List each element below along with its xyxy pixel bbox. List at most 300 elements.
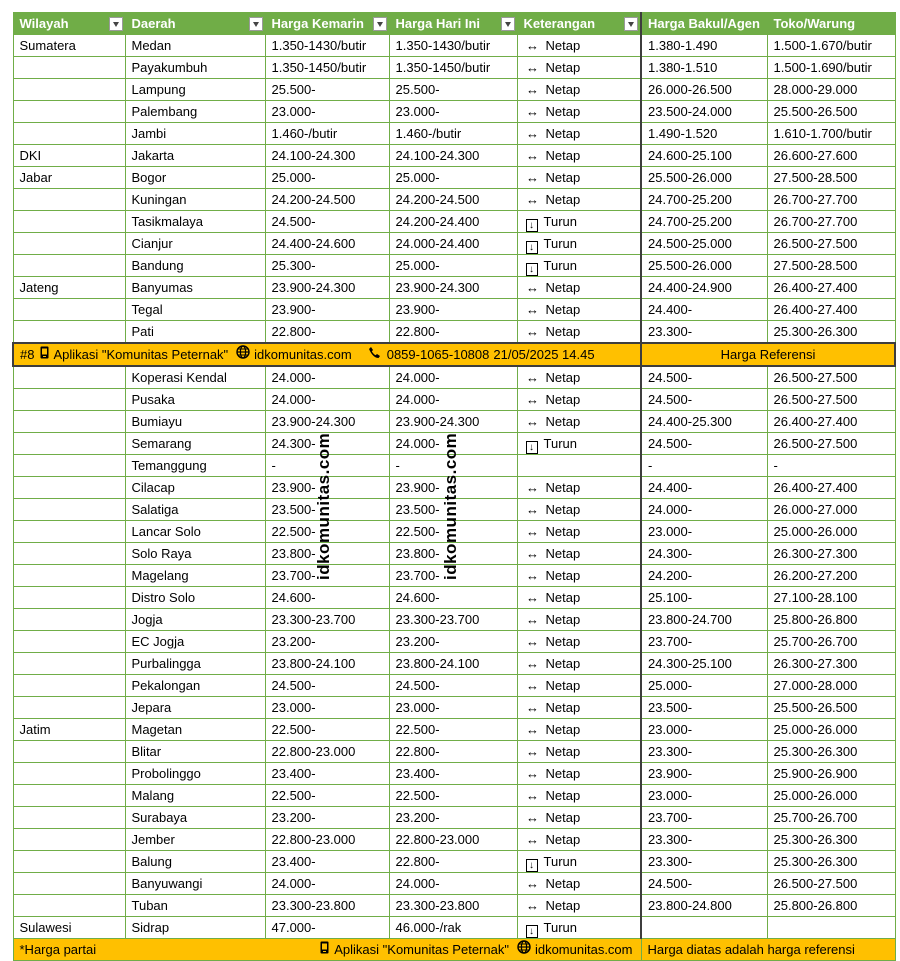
daerah-cell[interactable]: Banyuwangi: [125, 873, 265, 895]
harga-kemarin-cell[interactable]: 47.000-: [265, 917, 389, 939]
col-header-toko-warung: Toko/Warung: [767, 13, 895, 35]
filter-dropdown-icon[interactable]: [249, 17, 263, 31]
harga-hari-ini-cell[interactable]: 1.460-/butir: [389, 123, 517, 145]
harga-toko-cell[interactable]: 25.500-26.500: [767, 101, 895, 123]
harga-kemarin-cell[interactable]: 22.800-23.000: [265, 829, 389, 851]
harga-kemarin-cell[interactable]: 23.900-: [265, 299, 389, 321]
wilayah-cell[interactable]: [13, 57, 125, 79]
harga-agen-cell[interactable]: 24.300-: [641, 543, 767, 565]
harga-toko-cell[interactable]: 27.500-28.500: [767, 167, 895, 189]
harga-agen-cell[interactable]: 24.500-25.000: [641, 233, 767, 255]
keterangan-cell[interactable]: [517, 631, 641, 653]
harga-agen-cell[interactable]: 23.800-24.800: [641, 895, 767, 917]
harga-agen-cell[interactable]: 1.490-1.520: [641, 123, 767, 145]
harga-kemarin-cell[interactable]: 23.300-23.800: [265, 895, 389, 917]
harga-agen-cell[interactable]: 23.300-: [641, 829, 767, 851]
harga-agen-cell[interactable]: 24.500-: [641, 366, 767, 389]
wilayah-cell[interactable]: [13, 763, 125, 785]
harga-hari-ini-cell[interactable]: 22.800-: [389, 741, 517, 763]
harga-kemarin-cell[interactable]: 23.800-: [265, 543, 389, 565]
harga-agen-cell[interactable]: 23.700-: [641, 631, 767, 653]
wilayah-cell[interactable]: [13, 521, 125, 543]
harga-toko-cell[interactable]: 1.500-1.670/butir: [767, 35, 895, 57]
keterangan-cell[interactable]: [517, 653, 641, 675]
harga-hari-ini-cell[interactable]: 23.200-: [389, 807, 517, 829]
keterangan-cell[interactable]: [517, 233, 641, 255]
wilayah-cell[interactable]: [13, 389, 125, 411]
harga-kemarin-cell[interactable]: 23.400-: [265, 763, 389, 785]
harga-kemarin-cell[interactable]: 23.200-: [265, 631, 389, 653]
wilayah-cell[interactable]: Sumatera: [13, 35, 125, 57]
daerah-cell[interactable]: Salatiga: [125, 499, 265, 521]
harga-kemarin-cell[interactable]: 23.400-: [265, 851, 389, 873]
keterangan-label: Netap: [545, 567, 581, 583]
keterangan-label: Netap: [545, 589, 581, 605]
keterangan-cell[interactable]: [517, 829, 641, 851]
harga-toko-cell[interactable]: 26.700-27.700: [767, 189, 895, 211]
harga-agen-cell[interactable]: 25.000-: [641, 675, 767, 697]
harga-kemarin-cell[interactable]: 23.700-: [265, 565, 389, 587]
daerah-cell[interactable]: EC Jogja: [125, 631, 265, 653]
harga-hari-ini-cell[interactable]: 23.700-: [389, 565, 517, 587]
wilayah-cell[interactable]: Jateng: [13, 277, 125, 299]
filter-dropdown-icon[interactable]: [624, 17, 638, 31]
daerah-cell[interactable]: Bandung: [125, 255, 265, 277]
keterangan-cell[interactable]: [517, 477, 641, 499]
daerah-cell[interactable]: Purbalingga: [125, 653, 265, 675]
harga-kemarin-cell[interactable]: 25.300-: [265, 255, 389, 277]
daerah-cell[interactable]: Palembang: [125, 101, 265, 123]
keterangan-cell[interactable]: [517, 366, 641, 389]
wilayah-cell[interactable]: [13, 697, 125, 719]
harga-hari-ini-cell[interactable]: 23.000-: [389, 101, 517, 123]
keterangan-cell[interactable]: [517, 741, 641, 763]
keterangan-cell[interactable]: [517, 565, 641, 587]
harga-kemarin-cell[interactable]: 24.000-: [265, 389, 389, 411]
harga-toko-cell[interactable]: 25.900-26.900: [767, 763, 895, 785]
harga-agen-cell[interactable]: 24.400-: [641, 477, 767, 499]
banner-number: #8: [20, 346, 35, 362]
harga-hari-ini-cell[interactable]: 23.300-23.700: [389, 609, 517, 631]
harga-kemarin-cell[interactable]: 1.350-1430/butir: [265, 35, 389, 57]
harga-toko-cell[interactable]: 25.300-26.300: [767, 851, 895, 873]
harga-toko-cell[interactable]: 25.300-26.300: [767, 829, 895, 851]
harga-kemarin-cell[interactable]: 22.500-: [265, 719, 389, 741]
harga-hari-ini-cell[interactable]: 23.800-: [389, 543, 517, 565]
harga-kemarin-cell[interactable]: -: [265, 455, 389, 477]
harga-hari-ini-cell[interactable]: 23.000-: [389, 697, 517, 719]
harga-toko-cell[interactable]: 28.000-29.000: [767, 79, 895, 101]
harga-agen-cell[interactable]: 23.500-24.000: [641, 101, 767, 123]
harga-toko-cell[interactable]: 27.000-28.000: [767, 675, 895, 697]
wilayah-cell[interactable]: [13, 895, 125, 917]
wilayah-cell[interactable]: [13, 211, 125, 233]
filter-dropdown-icon[interactable]: [501, 17, 515, 31]
harga-kemarin-cell[interactable]: 23.500-: [265, 499, 389, 521]
harga-agen-cell[interactable]: 23.800-24.700: [641, 609, 767, 631]
daerah-cell[interactable]: Distro Solo: [125, 587, 265, 609]
harga-toko-cell[interactable]: 26.300-27.300: [767, 653, 895, 675]
wilayah-cell[interactable]: [13, 851, 125, 873]
harga-kemarin-cell[interactable]: 23.300-23.700: [265, 609, 389, 631]
harga-agen-cell[interactable]: 24.700-25.200: [641, 189, 767, 211]
keterangan-cell[interactable]: [517, 57, 641, 79]
harga-agen-cell[interactable]: 23.500-: [641, 697, 767, 719]
harga-agen-cell[interactable]: 23.000-: [641, 785, 767, 807]
harga-hari-ini-cell[interactable]: 25.500-: [389, 79, 517, 101]
harga-agen-cell[interactable]: 25.500-26.000: [641, 167, 767, 189]
harga-hari-ini-cell[interactable]: 23.900-: [389, 299, 517, 321]
filter-dropdown-icon[interactable]: [373, 17, 387, 31]
harga-toko-cell[interactable]: 25.000-26.000: [767, 785, 895, 807]
wilayah-cell[interactable]: Sulawesi: [13, 917, 125, 939]
daerah-cell[interactable]: Tuban: [125, 895, 265, 917]
harga-hari-ini-cell[interactable]: 23.500-: [389, 499, 517, 521]
daerah-cell[interactable]: Magelang: [125, 565, 265, 587]
wilayah-cell[interactable]: [13, 321, 125, 344]
harga-hari-ini-cell[interactable]: 23.300-23.800: [389, 895, 517, 917]
harga-toko-cell[interactable]: -: [767, 455, 895, 477]
harga-kemarin-cell[interactable]: 23.000-: [265, 697, 389, 719]
harga-kemarin-cell[interactable]: 24.000-: [265, 873, 389, 895]
wilayah-cell[interactable]: [13, 653, 125, 675]
col-header-wilayah[interactable]: Wilayah: [13, 13, 125, 35]
keterangan-cell[interactable]: [517, 411, 641, 433]
keterangan-cell[interactable]: [517, 499, 641, 521]
harga-toko-cell[interactable]: 25.300-26.300: [767, 741, 895, 763]
harga-agen-cell[interactable]: 24.400-25.300: [641, 411, 767, 433]
harga-hari-ini-cell[interactable]: 22.500-: [389, 785, 517, 807]
harga-hari-ini-cell[interactable]: -: [389, 455, 517, 477]
harga-agen-cell[interactable]: 23.000-: [641, 521, 767, 543]
harga-toko-cell[interactable]: 25.300-26.300: [767, 321, 895, 344]
harga-agen-cell[interactable]: 23.300-: [641, 851, 767, 873]
harga-hari-ini-cell[interactable]: 25.000-: [389, 167, 517, 189]
harga-kemarin-cell[interactable]: 24.000-: [265, 366, 389, 389]
harga-hari-ini-cell[interactable]: 24.600-: [389, 587, 517, 609]
daerah-cell[interactable]: Jepara: [125, 697, 265, 719]
harga-hari-ini-cell[interactable]: 46.000-/rak: [389, 917, 517, 939]
daerah-cell[interactable]: Jember: [125, 829, 265, 851]
harga-hari-ini-cell[interactable]: 1.350-1430/butir: [389, 35, 517, 57]
daerah-cell[interactable]: Lancar Solo: [125, 521, 265, 543]
harga-toko-cell[interactable]: 26.600-27.600: [767, 145, 895, 167]
wilayah-cell[interactable]: DKI: [13, 145, 125, 167]
harga-agen-cell[interactable]: 26.000-26.500: [641, 79, 767, 101]
harga-kemarin-cell[interactable]: 22.800-: [265, 321, 389, 344]
harga-kemarin-cell[interactable]: 23.000-: [265, 101, 389, 123]
daerah-cell[interactable]: Payakumbuh: [125, 57, 265, 79]
harga-hari-ini-cell[interactable]: 24.000-: [389, 433, 517, 455]
harga-toko-cell[interactable]: 25.500-26.500: [767, 697, 895, 719]
harga-hari-ini-cell[interactable]: 24.000-: [389, 389, 517, 411]
harga-hari-ini-cell[interactable]: 24.000-24.400: [389, 233, 517, 255]
daerah-cell[interactable]: Semarang: [125, 433, 265, 455]
wilayah-cell[interactable]: [13, 609, 125, 631]
harga-hari-ini-cell[interactable]: 23.900-: [389, 477, 517, 499]
harga-toko-cell[interactable]: 25.800-26.800: [767, 895, 895, 917]
harga-agen-cell[interactable]: 23.300-: [641, 321, 767, 344]
harga-agen-cell[interactable]: 24.500-: [641, 873, 767, 895]
keterangan-cell[interactable]: [517, 389, 641, 411]
keterangan-cell[interactable]: [517, 807, 641, 829]
keterangan-cell[interactable]: [517, 123, 641, 145]
daerah-cell[interactable]: Malang: [125, 785, 265, 807]
harga-toko-cell[interactable]: 26.400-27.400: [767, 477, 895, 499]
harga-agen-cell[interactable]: 23.900-: [641, 763, 767, 785]
harga-agen-cell[interactable]: 24.400-: [641, 299, 767, 321]
harga-kemarin-cell[interactable]: 24.300-: [265, 433, 389, 455]
wilayah-cell[interactable]: [13, 233, 125, 255]
harga-agen-cell[interactable]: 1.380-1.490: [641, 35, 767, 57]
keterangan-cell[interactable]: [517, 455, 641, 477]
daerah-cell[interactable]: Temanggung: [125, 455, 265, 477]
daerah-cell[interactable]: Sidrap: [125, 917, 265, 939]
harga-toko-cell[interactable]: 26.300-27.300: [767, 543, 895, 565]
harga-agen-cell[interactable]: 24.500-: [641, 433, 767, 455]
harga-kemarin-cell[interactable]: 23.900-24.300: [265, 277, 389, 299]
daerah-cell[interactable]: Balung: [125, 851, 265, 873]
wilayah-cell[interactable]: [13, 123, 125, 145]
keterangan-cell[interactable]: [517, 255, 641, 277]
harga-hari-ini-cell[interactable]: 22.500-: [389, 521, 517, 543]
arrow-left-right-icon: ↔: [526, 809, 539, 825]
harga-agen-cell[interactable]: 24.700-25.200: [641, 211, 767, 233]
harga-toko-cell[interactable]: 26.400-27.400: [767, 299, 895, 321]
keterangan-cell[interactable]: [517, 873, 641, 895]
daerah-cell[interactable]: Jakarta: [125, 145, 265, 167]
harga-hari-ini-cell[interactable]: 24.200-24.500: [389, 189, 517, 211]
harga-hari-ini-cell[interactable]: 22.800-23.000: [389, 829, 517, 851]
wilayah-cell[interactable]: [13, 455, 125, 477]
harga-agen-cell[interactable]: 25.500-26.000: [641, 255, 767, 277]
harga-toko-cell[interactable]: 25.000-26.000: [767, 719, 895, 741]
harga-toko-cell[interactable]: 26.000-27.000: [767, 499, 895, 521]
harga-hari-ini-cell[interactable]: 24.100-24.300: [389, 145, 517, 167]
filter-dropdown-icon[interactable]: [109, 17, 123, 31]
keterangan-cell[interactable]: [517, 145, 641, 167]
harga-toko-cell[interactable]: 26.500-27.500: [767, 389, 895, 411]
wilayah-cell[interactable]: [13, 477, 125, 499]
keterangan-cell[interactable]: [517, 851, 641, 873]
daerah-cell[interactable]: Pati: [125, 321, 265, 344]
harga-agen-cell[interactable]: 1.380-1.510: [641, 57, 767, 79]
footer-ref-note: Harga diatas adalah harga referensi: [641, 939, 895, 961]
wilayah-cell[interactable]: Jatim: [13, 719, 125, 741]
wilayah-cell[interactable]: [13, 299, 125, 321]
daerah-cell[interactable]: Banyumas: [125, 277, 265, 299]
harga-agen-cell[interactable]: -: [641, 455, 767, 477]
harga-agen-cell[interactable]: 23.700-: [641, 807, 767, 829]
harga-kemarin-cell[interactable]: 24.100-24.300: [265, 145, 389, 167]
harga-toko-cell[interactable]: 25.000-26.000: [767, 521, 895, 543]
harga-kemarin-cell[interactable]: 23.900-24.300: [265, 411, 389, 433]
daerah-cell[interactable]: Magetan: [125, 719, 265, 741]
harga-toko-cell[interactable]: 25.700-26.700: [767, 807, 895, 829]
wilayah-cell[interactable]: [13, 587, 125, 609]
harga-agen-cell[interactable]: 25.100-: [641, 587, 767, 609]
harga-hari-ini-cell[interactable]: 22.800-: [389, 321, 517, 344]
daerah-cell[interactable]: Jambi: [125, 123, 265, 145]
harga-toko-cell[interactable]: 26.500-27.500: [767, 366, 895, 389]
keterangan-cell[interactable]: [517, 79, 641, 101]
harga-hari-ini-cell[interactable]: 22.800-: [389, 851, 517, 873]
harga-kemarin-cell[interactable]: 22.500-: [265, 785, 389, 807]
keterangan-cell[interactable]: [517, 35, 641, 57]
keterangan-cell[interactable]: [517, 321, 641, 344]
daerah-cell[interactable]: Kuningan: [125, 189, 265, 211]
keterangan-cell[interactable]: [517, 675, 641, 697]
keterangan-cell[interactable]: [517, 763, 641, 785]
keterangan-cell[interactable]: [517, 299, 641, 321]
daerah-cell[interactable]: Lampung: [125, 79, 265, 101]
wilayah-cell[interactable]: [13, 543, 125, 565]
keterangan-label: Netap: [545, 147, 581, 163]
daerah-cell[interactable]: Bumiayu: [125, 411, 265, 433]
harga-toko-cell[interactable]: 27.500-28.500: [767, 255, 895, 277]
col-header-keterangan[interactable]: Keterangan: [517, 13, 641, 35]
harga-agen-cell[interactable]: 24.300-25.100: [641, 653, 767, 675]
keterangan-cell[interactable]: [517, 189, 641, 211]
wilayah-cell[interactable]: [13, 101, 125, 123]
harga-hari-ini-cell[interactable]: 24.500-: [389, 675, 517, 697]
daerah-cell[interactable]: Koperasi Kendal: [125, 366, 265, 389]
harga-agen-cell[interactable]: 24.000-: [641, 499, 767, 521]
harga-kemarin-cell[interactable]: 25.000-: [265, 167, 389, 189]
wilayah-cell[interactable]: [13, 675, 125, 697]
wilayah-cell[interactable]: [13, 741, 125, 763]
harga-hari-ini-cell[interactable]: 25.000-: [389, 255, 517, 277]
col-header-harga-hari-ini[interactable]: Harga Hari Ini: [389, 13, 517, 35]
harga-kemarin-cell[interactable]: 24.500-: [265, 211, 389, 233]
harga-agen-cell[interactable]: 23.300-: [641, 741, 767, 763]
harga-toko-cell[interactable]: [767, 917, 895, 939]
wilayah-cell[interactable]: [13, 785, 125, 807]
wilayah-cell[interactable]: [13, 873, 125, 895]
wilayah-cell[interactable]: [13, 411, 125, 433]
harga-kemarin-cell[interactable]: 22.800-23.000: [265, 741, 389, 763]
daerah-cell[interactable]: Cilacap: [125, 477, 265, 499]
keterangan-cell[interactable]: [517, 917, 641, 939]
harga-toko-cell[interactable]: 1.610-1.700/butir: [767, 123, 895, 145]
keterangan-cell[interactable]: [517, 719, 641, 741]
daerah-cell[interactable]: Bogor: [125, 167, 265, 189]
keterangan-cell[interactable]: [517, 587, 641, 609]
harga-toko-cell[interactable]: 26.400-27.400: [767, 411, 895, 433]
harga-kemarin-cell[interactable]: 1.350-1450/butir: [265, 57, 389, 79]
header-row: [13, 13, 895, 35]
harga-kemarin-cell[interactable]: 23.900-: [265, 477, 389, 499]
harga-toko-cell[interactable]: 26.400-27.400: [767, 277, 895, 299]
harga-hari-ini-cell[interactable]: 1.350-1450/butir: [389, 57, 517, 79]
harga-kemarin-cell[interactable]: 25.500-: [265, 79, 389, 101]
harga-agen-cell[interactable]: 24.500-: [641, 389, 767, 411]
keterangan-cell[interactable]: [517, 101, 641, 123]
harga-hari-ini-cell[interactable]: 24.200-24.400: [389, 211, 517, 233]
keterangan-cell[interactable]: [517, 433, 641, 455]
keterangan-cell[interactable]: [517, 277, 641, 299]
keterangan-cell[interactable]: [517, 697, 641, 719]
harga-agen-cell[interactable]: 23.000-: [641, 719, 767, 741]
harga-kemarin-cell[interactable]: 24.500-: [265, 675, 389, 697]
harga-toko-cell[interactable]: 26.500-27.500: [767, 873, 895, 895]
daerah-cell[interactable]: Cianjur: [125, 233, 265, 255]
harga-hari-ini-cell[interactable]: 24.000-: [389, 873, 517, 895]
wilayah-cell[interactable]: [13, 565, 125, 587]
daerah-cell[interactable]: Medan: [125, 35, 265, 57]
daerah-cell[interactable]: Blitar: [125, 741, 265, 763]
harga-agen-cell[interactable]: 24.200-: [641, 565, 767, 587]
wilayah-cell[interactable]: [13, 366, 125, 389]
col-header-daerah[interactable]: Daerah: [125, 13, 265, 35]
wilayah-cell[interactable]: Jabar: [13, 167, 125, 189]
daerah-cell[interactable]: Surabaya: [125, 807, 265, 829]
daerah-cell[interactable]: Pusaka: [125, 389, 265, 411]
harga-hari-ini-cell[interactable]: 23.200-: [389, 631, 517, 653]
harga-toko-cell[interactable]: 27.100-28.100: [767, 587, 895, 609]
keterangan-cell[interactable]: [517, 167, 641, 189]
keterangan-cell[interactable]: [517, 521, 641, 543]
harga-kemarin-cell[interactable]: 1.460-/butir: [265, 123, 389, 145]
harga-hari-ini-cell[interactable]: 23.800-24.100: [389, 653, 517, 675]
keterangan-cell[interactable]: [517, 211, 641, 233]
keterangan-cell[interactable]: [517, 543, 641, 565]
arrow-left-right-icon: ↔: [526, 323, 539, 339]
harga-toko-cell[interactable]: 25.800-26.800: [767, 609, 895, 631]
daerah-cell[interactable]: Probolinggo: [125, 763, 265, 785]
wilayah-cell[interactable]: [13, 829, 125, 851]
wilayah-cell[interactable]: [13, 631, 125, 653]
wilayah-cell[interactable]: [13, 255, 125, 277]
harga-toko-cell[interactable]: 26.700-27.700: [767, 211, 895, 233]
daerah-cell[interactable]: Jogja: [125, 609, 265, 631]
harga-kemarin-cell[interactable]: 24.600-: [265, 587, 389, 609]
harga-agen-cell[interactable]: 24.400-24.900: [641, 277, 767, 299]
harga-toko-cell[interactable]: 25.700-26.700: [767, 631, 895, 653]
harga-kemarin-cell[interactable]: 23.200-: [265, 807, 389, 829]
keterangan-cell[interactable]: [517, 895, 641, 917]
wilayah-cell[interactable]: [13, 499, 125, 521]
harga-kemarin-cell[interactable]: 24.200-24.500: [265, 189, 389, 211]
harga-kemarin-cell[interactable]: 23.800-24.100: [265, 653, 389, 675]
wilayah-cell[interactable]: [13, 189, 125, 211]
harga-hari-ini-cell[interactable]: 24.000-: [389, 366, 517, 389]
harga-hari-ini-cell[interactable]: 23.400-: [389, 763, 517, 785]
daerah-cell[interactable]: Pekalongan: [125, 675, 265, 697]
harga-toko-cell[interactable]: 26.500-27.500: [767, 433, 895, 455]
keterangan-cell[interactable]: [517, 785, 641, 807]
daerah-cell[interactable]: Tasikmalaya: [125, 211, 265, 233]
harga-toko-cell[interactable]: 1.500-1.690/butir: [767, 57, 895, 79]
harga-kemarin-cell[interactable]: 22.500-: [265, 521, 389, 543]
harga-toko-cell[interactable]: 26.500-27.500: [767, 233, 895, 255]
keterangan-cell[interactable]: [517, 609, 641, 631]
harga-agen-cell[interactable]: 24.600-25.100: [641, 145, 767, 167]
harga-agen-cell[interactable]: [641, 917, 767, 939]
harga-hari-ini-cell[interactable]: 22.500-: [389, 719, 517, 741]
keterangan-label: Netap: [545, 413, 581, 429]
daerah-cell[interactable]: Solo Raya: [125, 543, 265, 565]
harga-kemarin-cell[interactable]: 24.400-24.600: [265, 233, 389, 255]
harga-hari-ini-cell[interactable]: 23.900-24.300: [389, 277, 517, 299]
wilayah-cell[interactable]: [13, 807, 125, 829]
wilayah-cell[interactable]: [13, 79, 125, 101]
col-header-harga-kemarin[interactable]: Harga Kemarin: [265, 13, 389, 35]
daerah-cell[interactable]: Tegal: [125, 299, 265, 321]
wilayah-cell[interactable]: [13, 433, 125, 455]
harga-hari-ini-cell[interactable]: 23.900-24.300: [389, 411, 517, 433]
harga-toko-cell[interactable]: 26.200-27.200: [767, 565, 895, 587]
